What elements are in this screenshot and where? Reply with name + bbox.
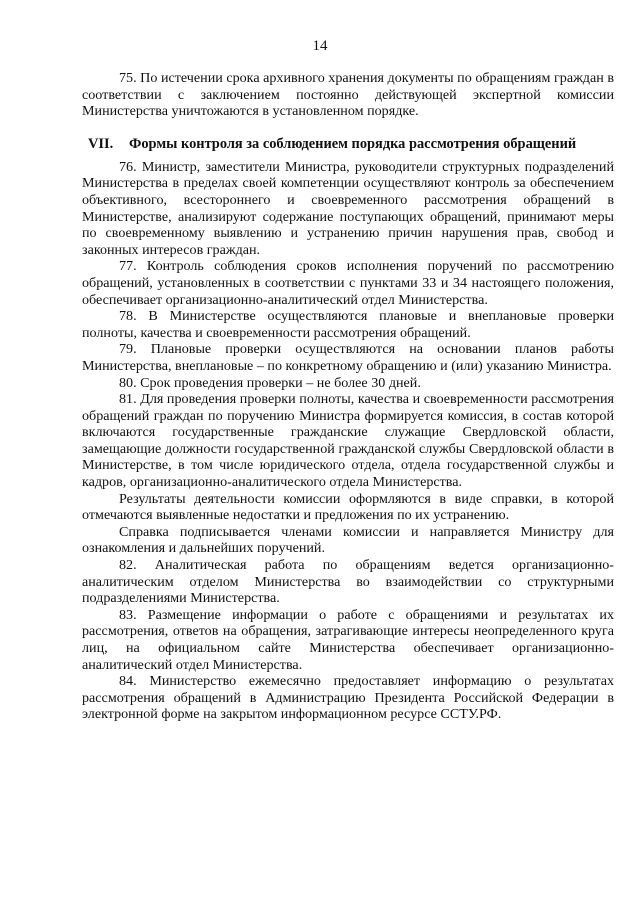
section-number: VII.: [88, 135, 114, 152]
section-title: Формы контроля за соблюдением порядка рассмотрения обращений: [129, 135, 577, 152]
page-number: 14: [312, 38, 328, 54]
paragraph-81: 81. Для проведения проверки полноты, качества и своевременности рассмотрения обращений граждан по поручению Министра формируется комиссия, в состав которой включаются государственные гражданские служащие Свердловской области, замещающие должности государственной гражданской службы Свердловской области в Министерстве, в том числе юридического отдела, отдела государственной службы и кадров, организационно-аналитического отдела Министерства.: [82, 391, 614, 491]
document-body: [82, 70, 614, 723]
paragraph-78: 78. В Министерстве осуществляются плановые и внеплановые проверки полноты, качества и своевременности рассмотрения обращений.: [82, 308, 614, 341]
section-heading: [82, 136, 614, 153]
paragraph-75: 75. По истечении срока архивного хранения документы по обращениям граждан в соответствии с заключением постоянно действующей экспертной комиссии Министерства уничтожаются в установленном порядке.: [82, 70, 614, 120]
paragraph-77: 77. Контроль соблюдения сроков исполнения поручений по рассмотрению обращений, установленных в соответствии с пунктами 33 и 34 настоящего положения, обеспечивает организационно-аналитический отдел Министерства.: [82, 258, 614, 308]
paragraph-83: 83. Размещение информации о работе с обращениями и результатах их рассмотрения, ответов на обращения, затрагивающие интересы неопределенного круга лиц, на официальном сайте Министерства обеспечивает организационно-аналитический отдел Министерства.: [82, 606, 614, 673]
paragraph-81-report: Справка подписывается членами комиссии и направляется Министру для ознакомления и дальнейших поручений.: [82, 523, 614, 557]
paragraph-79: 79. Плановые проверки осуществляются на основании планов работы Министерства, внеплановые – по конкретному обращению и (или) указанию Министра.: [82, 341, 614, 374]
paragraph-81-results: Результаты деятельности комиссии оформляются в виде справки, в которой отмечаются выявленные недостатки и предложения по их устранению.: [82, 490, 614, 524]
paragraph-76: 76. Министр, заместители Министра, руководители структурных подразделений Министерства в пределах своей компетенции осуществляют контроль за обеспечением объективного, всестороннего и своевременного рассмотрения обращений в Министерстве, анализируют содержание поступающих обращений, принимают меры по своевременному выявлению и устранению причин нарушения прав, свобод и законных интересов граждан.: [82, 158, 614, 258]
paragraph-80: 80. Срок проведения проверки – не более 30 дней.: [119, 374, 421, 391]
paragraph-82: 82. Аналитическая работа по обращениям ведется организационно-аналитическим отделом Министерства во взаимодействии со структурными подразделениями Министерства.: [82, 557, 614, 607]
paragraph-84: 84. Министерство ежемесячно предоставляет информацию о результатах рассмотрения обращений в Администрацию Президента Российской Федерации в электронной форме на закрытом информационном ресурсе ССТУ.РФ.: [82, 673, 614, 723]
